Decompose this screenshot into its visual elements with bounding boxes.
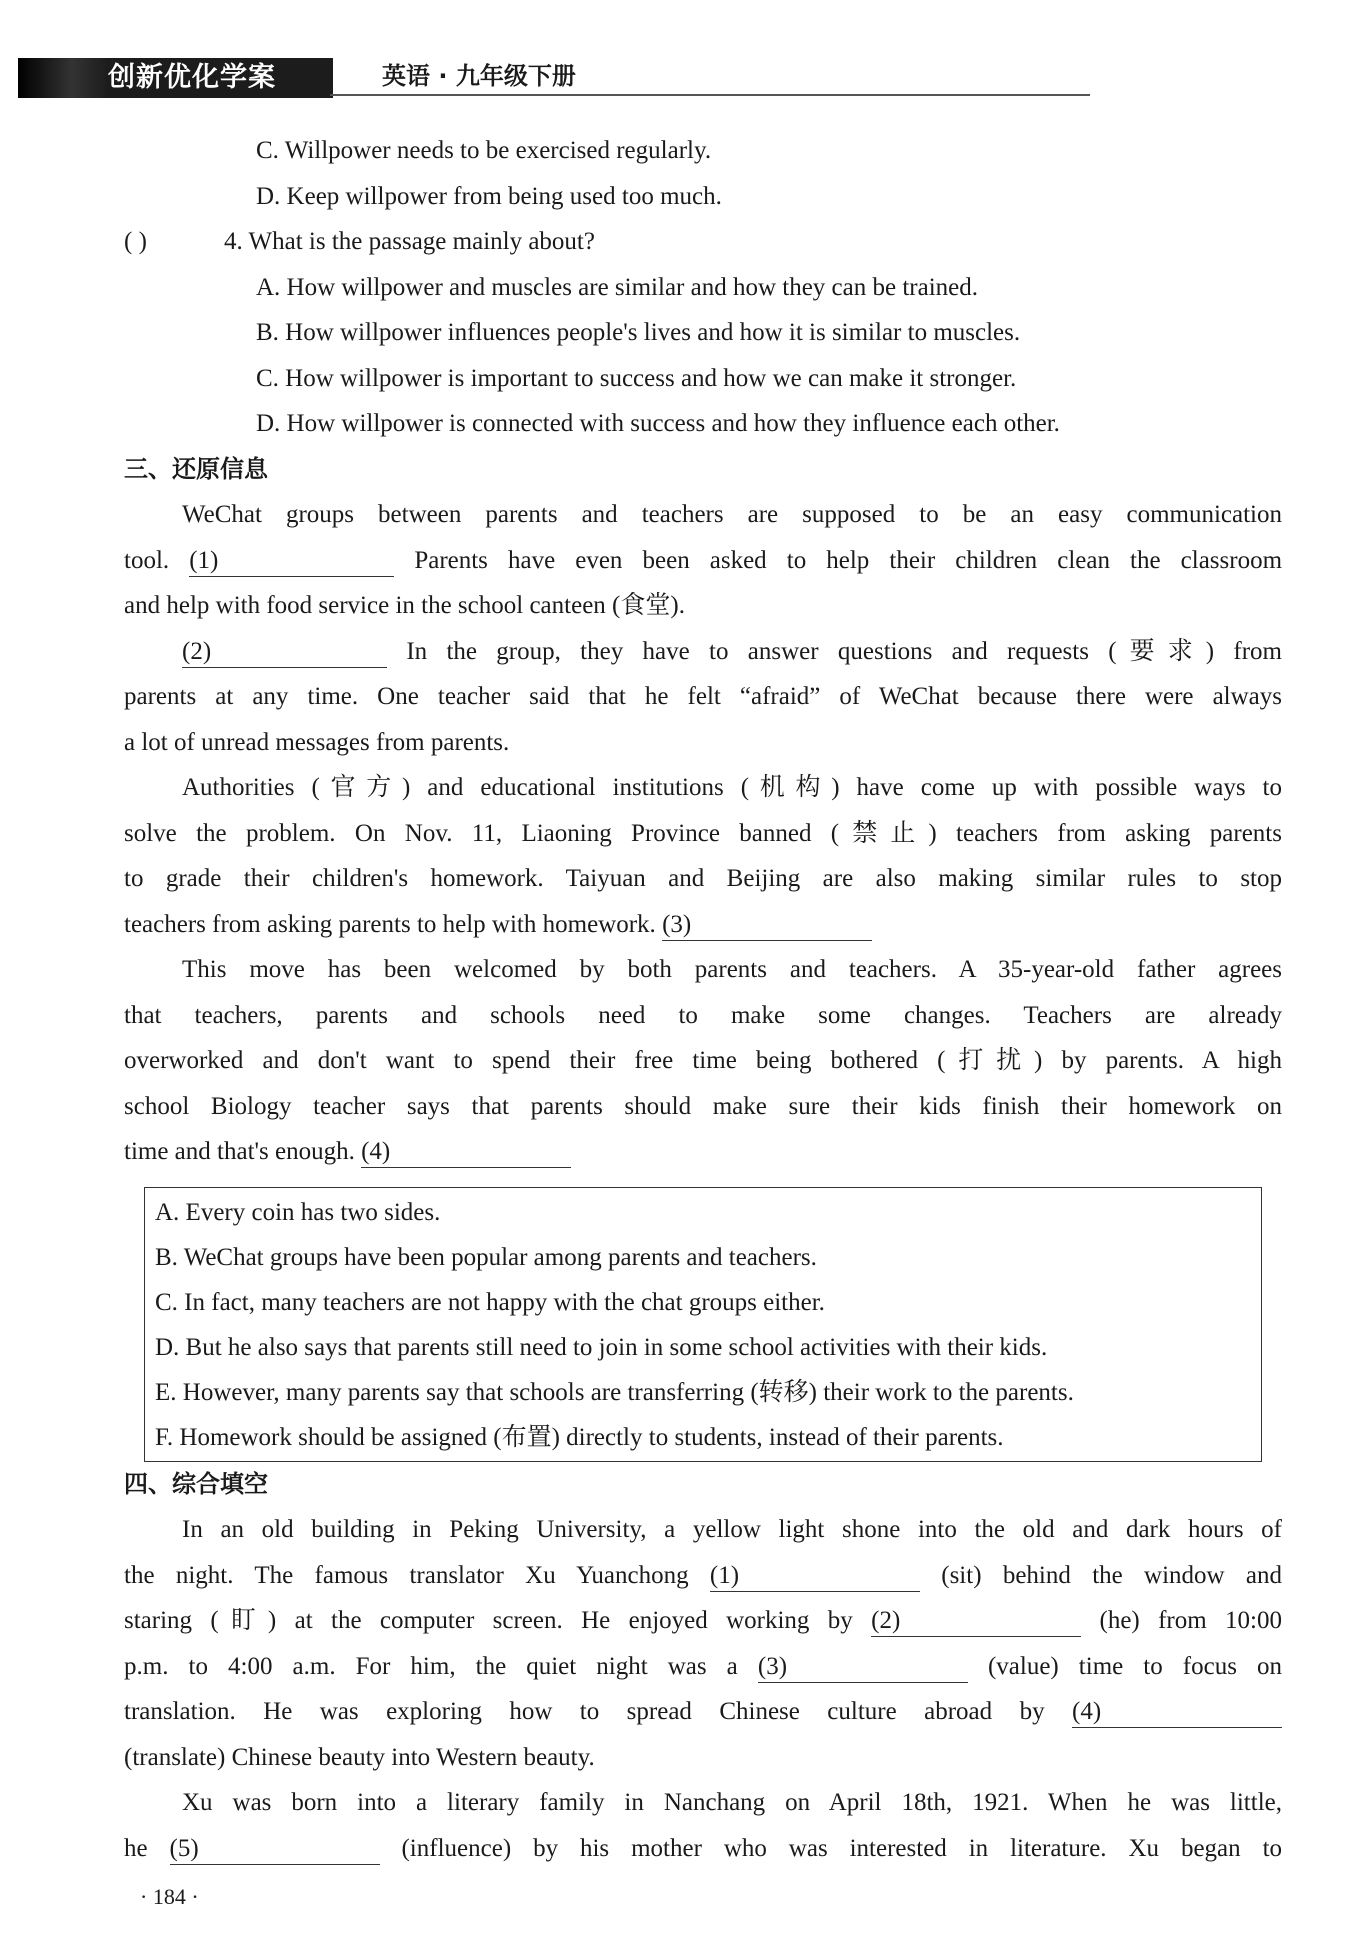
passage-line: Xu was born into a literary family in Nanchang on April 18th, 1921. When he was little, <box>182 1789 1282 1817</box>
passage-text: (value) time to focus on <box>987 1652 1283 1680</box>
page-content <box>124 128 1282 1871</box>
passage-text: tool. <box>124 546 170 574</box>
question-stem: 4. What is the passage mainly about? <box>224 228 595 255</box>
page-header <box>0 50 1350 100</box>
header-divider <box>330 94 1090 96</box>
option-text: E. However, many parents say that schools are transferring (转移) their work to the parents. <box>155 1379 1074 1407</box>
passage-line: overworked and don't want to spend their free time being bothered (打扰) by parents. A high <box>124 1047 1282 1074</box>
passage-text: Parents have even been asked to help their children clean the classroom <box>414 546 1283 574</box>
passage-line: WeChat groups between parents and teachers are supposed to be an easy communication <box>182 501 1282 528</box>
passage-line: Authorities (官方) and educational institutions (机构) have come up with possible ways to <box>182 774 1282 801</box>
page-number: · 184 · <box>140 1884 199 1909</box>
answer-blank-2[interactable]: (2) <box>182 637 387 668</box>
passage-line: to grade their children's homework. Taiyuan and Beijing are also making similar rules to stop <box>124 865 1282 892</box>
passage-line <box>124 1598 1282 1644</box>
option-text: F. Homework should be assigned (布置) directly to students, instead of their parents. <box>155 1424 1004 1452</box>
passage-text: teachers from asking parents to help with homework. <box>124 910 656 938</box>
answer-blank-3[interactable]: (3) <box>758 1652 968 1683</box>
option-text: C. How willpower is important to success and how we can make it stronger. <box>256 364 1017 392</box>
passage-line: (translate) Chinese beauty into Western beauty. <box>124 1743 595 1771</box>
passage-line <box>124 538 1282 584</box>
option-text: D. Keep willpower from being used too much. <box>256 182 722 210</box>
option-text: B. How willpower influences people's lives and how it is similar to muscles. <box>256 319 1021 346</box>
answer-blank-5[interactable]: (5) <box>170 1834 380 1865</box>
passage-line: and help with food service in the school canteen (食堂). <box>124 592 685 619</box>
option-text: C. In fact, many teachers are not happy with the chat groups either. <box>155 1288 825 1316</box>
passage-line: parents at any time. One teacher said that he felt “afraid” of WeChat because there were always <box>124 683 1282 710</box>
passage-line: that teachers, parents and schools need to make some changes. Teachers are already <box>124 1001 1282 1029</box>
section-title: 四、综合填空 <box>124 1469 268 1498</box>
passage-text: staring (盯) at the computer screen. He enjoyed working by <box>124 1607 853 1635</box>
answer-blank-3[interactable]: (3) <box>662 910 872 941</box>
passage-line <box>124 1553 1282 1599</box>
passage-text: time and that's enough. <box>124 1138 355 1165</box>
answer-bracket[interactable]: ( ) <box>124 228 147 255</box>
passage-line <box>124 1129 1282 1175</box>
passage-line: solve the problem. On Nov. 11, Liaoning Province banned (禁止) teachers from asking parents <box>124 819 1282 847</box>
options-box <box>144 1187 1262 1462</box>
passage-line <box>124 902 1282 948</box>
passage-text: (sit) behind the window and <box>941 1561 1283 1589</box>
option-text: A. How willpower and muscles are similar and how they can be trained. <box>256 273 979 301</box>
passage-text: (influence) by his mother who was interested in literature. Xu began to <box>401 1834 1283 1862</box>
passage-line <box>124 1644 1282 1690</box>
answer-blank-2[interactable]: (2) <box>871 1606 1081 1637</box>
passage-line: a lot of unread messages from parents. <box>124 728 510 756</box>
option-text: D. How willpower is connected with success and how they influence each other. <box>256 410 1060 437</box>
answer-blank-1[interactable]: (1) <box>189 546 394 577</box>
passage-text: the night. The famous translator Xu Yuanchong <box>124 1561 689 1589</box>
option-text: B. WeChat groups have been popular among parents and teachers. <box>155 1243 817 1271</box>
passage-line <box>124 1689 1282 1735</box>
passage-line: school Biology teacher says that parents should make sure their kids finish their homework on <box>124 1092 1282 1120</box>
book-title: 英语 · 九年级下册 <box>382 62 576 90</box>
option-text: C. Willpower needs to be exercised regularly. <box>256 137 712 164</box>
passage-text: he <box>124 1834 148 1862</box>
passage-line <box>124 1826 1282 1872</box>
option-text: D. But he also says that parents still need to join in some school activities with their kids. <box>155 1334 1048 1362</box>
passage-text: (he) from 10:00 <box>1099 1607 1282 1635</box>
section-title: 三、还原信息 <box>124 454 268 483</box>
answer-blank-4[interactable]: (4) <box>361 1137 571 1168</box>
passage-text: In the group, they have to answer questions and requests (要求) from <box>406 637 1282 665</box>
passage-line <box>124 629 1282 675</box>
passage-line: In an old building in Peking University, a yellow light shone into the old and dark hours of <box>182 1516 1282 1544</box>
passage-text: translation. He was exploring how to spread Chinese culture abroad by <box>124 1698 1045 1726</box>
answer-blank-4[interactable]: (4) <box>1072 1697 1282 1728</box>
brand-logo: 创新优化学案 <box>18 58 333 98</box>
answer-blank-1[interactable]: (1) <box>710 1561 920 1592</box>
question-4 <box>124 219 1282 265</box>
option-text: A. Every coin has two sides. <box>155 1198 441 1226</box>
passage-line: This move has been welcomed by both parents and teachers. A 35-year-old father agrees <box>182 956 1282 983</box>
passage-text: p.m. to 4:00 a.m. For him, the quiet night was a <box>124 1652 738 1680</box>
